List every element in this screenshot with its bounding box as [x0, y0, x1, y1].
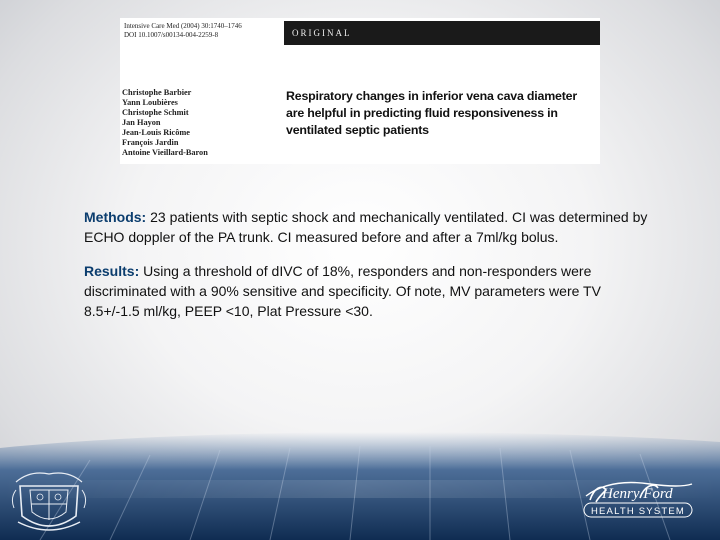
- author: Jan Hayon: [122, 118, 161, 127]
- author: François Jardin: [122, 138, 179, 147]
- author: Christophe Barbier: [122, 88, 192, 97]
- wordmark-caption: HEALTH SYSTEM: [590, 506, 686, 517]
- methods-text: 23 patients with septic shock and mechanically ventilated. CI was determined by ECHO doppler of the PA trunk. CI measured before and after a 7ml/kg bolus.: [84, 209, 648, 245]
- henry-ford-crest-logo: [10, 468, 88, 538]
- slide-body: [84, 207, 654, 335]
- wordmark-script: Henry Ford: [602, 486, 673, 502]
- author: Christophe Schmit: [122, 108, 189, 117]
- citation-line-doi: DOI 10.1007/s00134-004-2259-8: [124, 31, 219, 39]
- methods-paragraph: [84, 207, 654, 247]
- methods-label: Methods:: [84, 209, 147, 225]
- author: Jean-Louis Ricôme: [122, 128, 190, 137]
- henry-ford-health-system-logo: [580, 476, 696, 522]
- author: Antoine Vieillard-Baron: [122, 148, 208, 157]
- citation-line-journal: Intensive Care Med (2004) 30:1740–1746: [124, 22, 242, 30]
- paper-header-image: [120, 18, 600, 164]
- results-label: Results:: [84, 263, 140, 279]
- author-list: [122, 88, 208, 158]
- section-bar: [284, 21, 600, 45]
- results-text: Using a threshold of dIVC of 18%, responders and non-responders were discriminated with a 90% sensitive and specificity. Of note, MV parameters were TV 8.5+/-1.5 ml/kg, PEEP <10, Plat Pressure <30.: [84, 263, 601, 319]
- author: Yann Loubières: [122, 98, 178, 107]
- paper-title: Respiratory changes in inferior vena cava diameter are helpful in predicting fluid responsiveness in ventilated septic patients: [286, 89, 577, 137]
- section-label: ORIGINAL: [292, 28, 352, 38]
- journal-citation: [124, 22, 284, 40]
- results-paragraph: [84, 261, 654, 321]
